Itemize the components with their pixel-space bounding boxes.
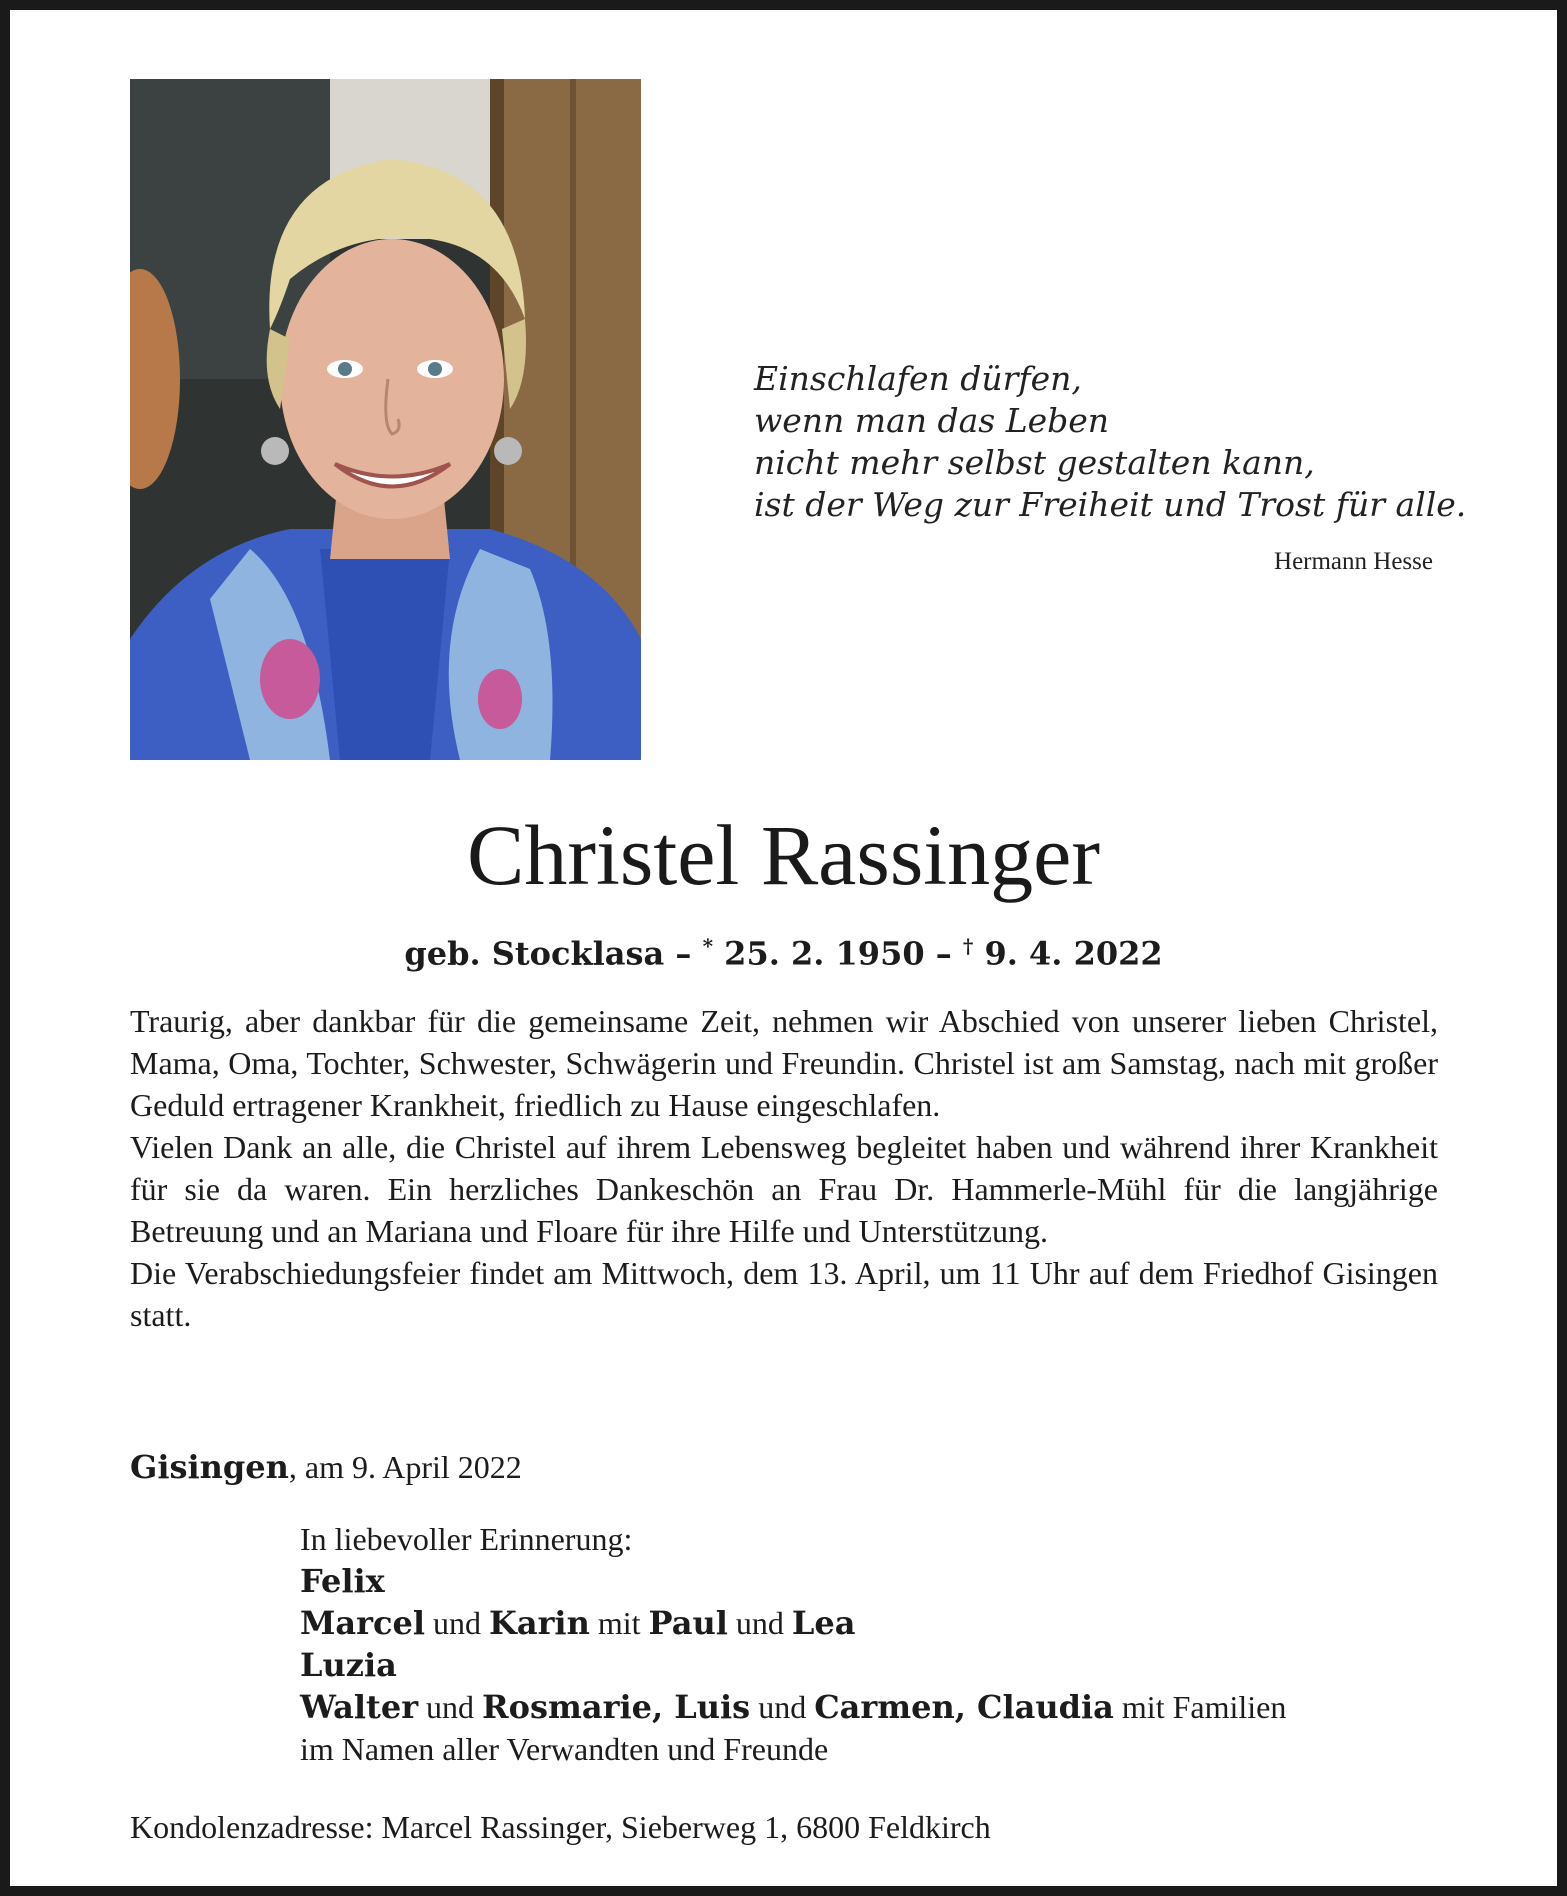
death-date: 9. 4. 2022 [984, 934, 1163, 973]
condolence-address: Kondolenzadresse: Marcel Rassinger, Sieberweg 1, 6800 Feldkirch [130, 1809, 991, 1845]
family-name: Marcel [300, 1604, 426, 1642]
family-name: Luzia [300, 1646, 397, 1684]
text-paragraph: Traurig, aber dankbar für die gemeinsame Zeit, nehmen wir Abschied von unserer lieben Christel, Mama, Oma, Tochter, Schwester, Schwägerin und Freundin. Christel ist am Samstag, nach mit großer Geduld ertragener Krankheit, friedlich zu Hause eingeschlafen. [130, 1003, 1438, 1123]
family-name: Carmen, Claudia [814, 1688, 1114, 1726]
family-name: Lea [791, 1604, 856, 1642]
quote-line: ist der Weg zur Freiheit und Trost für alle. [754, 485, 1467, 524]
quote [754, 358, 1467, 526]
date-separator: – [675, 934, 692, 973]
portrait-photo [130, 79, 641, 760]
family-name: Paul [648, 1604, 728, 1642]
family-list [300, 1518, 1450, 1770]
life-dates [0, 934, 1567, 973]
family-row [300, 1602, 1450, 1644]
connector: und [750, 1689, 815, 1725]
family-row [300, 1560, 1450, 1602]
family-name: Rosmarie, Luis [482, 1688, 751, 1726]
text-paragraph: Vielen Dank an alle, die Christel auf ihrem Lebensweg begleitet haben und während ihrer Krankheit für sie da waren. Ein herzliches Dankeschön an Frau Dr. Hammerle-Mühl für die langjährige Betreuung und an Mariana und Floare für ihre Hilfe und Unterstützung. [130, 1129, 1438, 1249]
death-symbol: † [962, 934, 974, 958]
portrait-illustration [130, 79, 641, 760]
birth-symbol: * [702, 934, 714, 958]
place-date-text: , am 9. April 2022 [288, 1449, 522, 1485]
place-town: Gisingen [130, 1448, 289, 1486]
connector: und [425, 1605, 490, 1641]
connector: und [418, 1689, 483, 1725]
family-row [300, 1644, 1450, 1686]
family-name: Felix [300, 1562, 385, 1600]
quote-line: nicht mehr selbst gestalten kann, [754, 443, 1315, 482]
maiden-name: geb. Stocklasa [404, 934, 665, 973]
connector: mit Familien [1113, 1689, 1287, 1725]
deceased-name: Christel Rassinger [467, 807, 1100, 903]
obituary-text [130, 1000, 1438, 1336]
quote-author: Hermann Hesse [1274, 548, 1433, 575]
obituary-page [10, 10, 1557, 1886]
family-intro: In liebevoller Erinnerung: [300, 1521, 633, 1557]
family-name: Walter [300, 1688, 419, 1726]
family-closing: im Namen aller Verwandten und Freunde [300, 1731, 829, 1767]
connector: mit [589, 1605, 649, 1641]
place-date [130, 1446, 522, 1488]
quote-line: Einschlafen dürfen, [754, 359, 1082, 398]
quote-line: wenn man das Leben [754, 401, 1110, 440]
date-separator: – [935, 934, 952, 973]
family-name: Karin [489, 1604, 590, 1642]
text-paragraph: Die Verabschiedungsfeier findet am Mittwoch, dem 13. April, um 11 Uhr auf dem Friedhof Gisingen statt. [130, 1255, 1438, 1333]
family-row [300, 1686, 1450, 1728]
connector: und [727, 1605, 792, 1641]
birth-date: 25. 2. 1950 [724, 934, 925, 973]
